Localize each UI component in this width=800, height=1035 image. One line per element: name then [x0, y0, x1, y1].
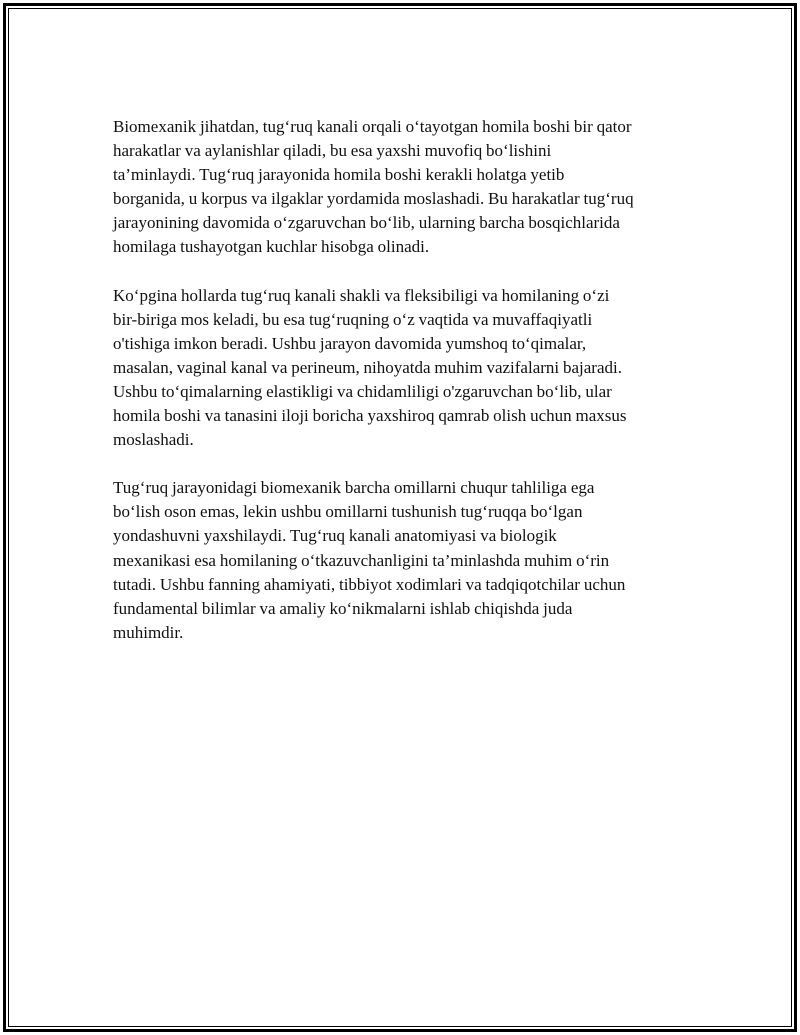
text-line: Ko‘pgina hollarda tug‘ruq kanali shakli va fleksibiligi va homilaning o‘zi [113, 285, 610, 305]
text-line: bir-biriga mos keladi, bu esa tug‘ruqning o‘z vaqtida va muvaffaqiyatli [113, 309, 593, 329]
text-line: muhimdir. [113, 622, 184, 642]
text-line: masalan, vaginal kanal va perineum, nihoyatda muhim vazifalarni bajaradi. [113, 357, 622, 377]
text-line: harakatlar va aylanishlar qiladi, bu esa yaxshi muvofiq bo‘lishini [113, 141, 552, 161]
text-line: borganida, u korpus va ilgaklar yordamida moslashadi. Bu harakatlar tug‘ruq [113, 189, 634, 209]
text-line: mexanikasi esa homilaning o‘tkazuvchanligini ta’minlashda muhim o‘rin [113, 550, 610, 570]
text-line: fundamental bilimlar va amaliy ko‘nikmalarni ishlab chiqishda juda [113, 598, 573, 618]
text-line: Biomexanik jihatdan, tug‘ruq kanali orqali o‘tayotgan homila boshi bir qator [113, 117, 632, 136]
text-line: moslashadi. [113, 430, 194, 450]
paragraph-3 [113, 476, 693, 645]
text-line: Ushbu to‘qimalarning elastikligi va chidamliligi o'zgaruvchan bo‘lib, ular [113, 381, 612, 401]
text-line: o'tishiga imkon beradi. Ushbu jarayon davomida yumshoq to‘qimalar, [113, 333, 587, 353]
text-line: Tug‘ruq jarayonidagi biomexanik barcha omillarni chuqur tahliliga ega [113, 478, 595, 498]
text-line: ta’minlaydi. Tug‘ruq jarayonida homila boshi kerakli holatga yetib [113, 165, 565, 185]
text-line: homila boshi va tanasini iloji boricha yaxshiroq qamrab olish uchun maxsus [113, 406, 627, 426]
paragraph-1 [113, 115, 693, 260]
text-line: yondashuvni yaxshilaydi. Tug‘ruq kanali anatomiyasi va biologik [113, 526, 557, 546]
text-line: tutadi. Ushbu fanning ahamiyati, tibbiyot xodimlari va tadqiqotchilar uchun [113, 574, 626, 594]
text-line: bo‘lish oson emas, lekin ushbu omillarni tushunish tug‘ruqqa bo‘lgan [113, 502, 583, 522]
text-line: homilaga tushayotgan kuchlar hisobga olinadi. [113, 237, 430, 257]
text-line: jarayonining davomida o‘zgaruvchan bo‘lib, ularning barcha bosqichlarida [113, 213, 620, 233]
document-body [113, 115, 693, 669]
paragraph-2 [113, 284, 693, 453]
